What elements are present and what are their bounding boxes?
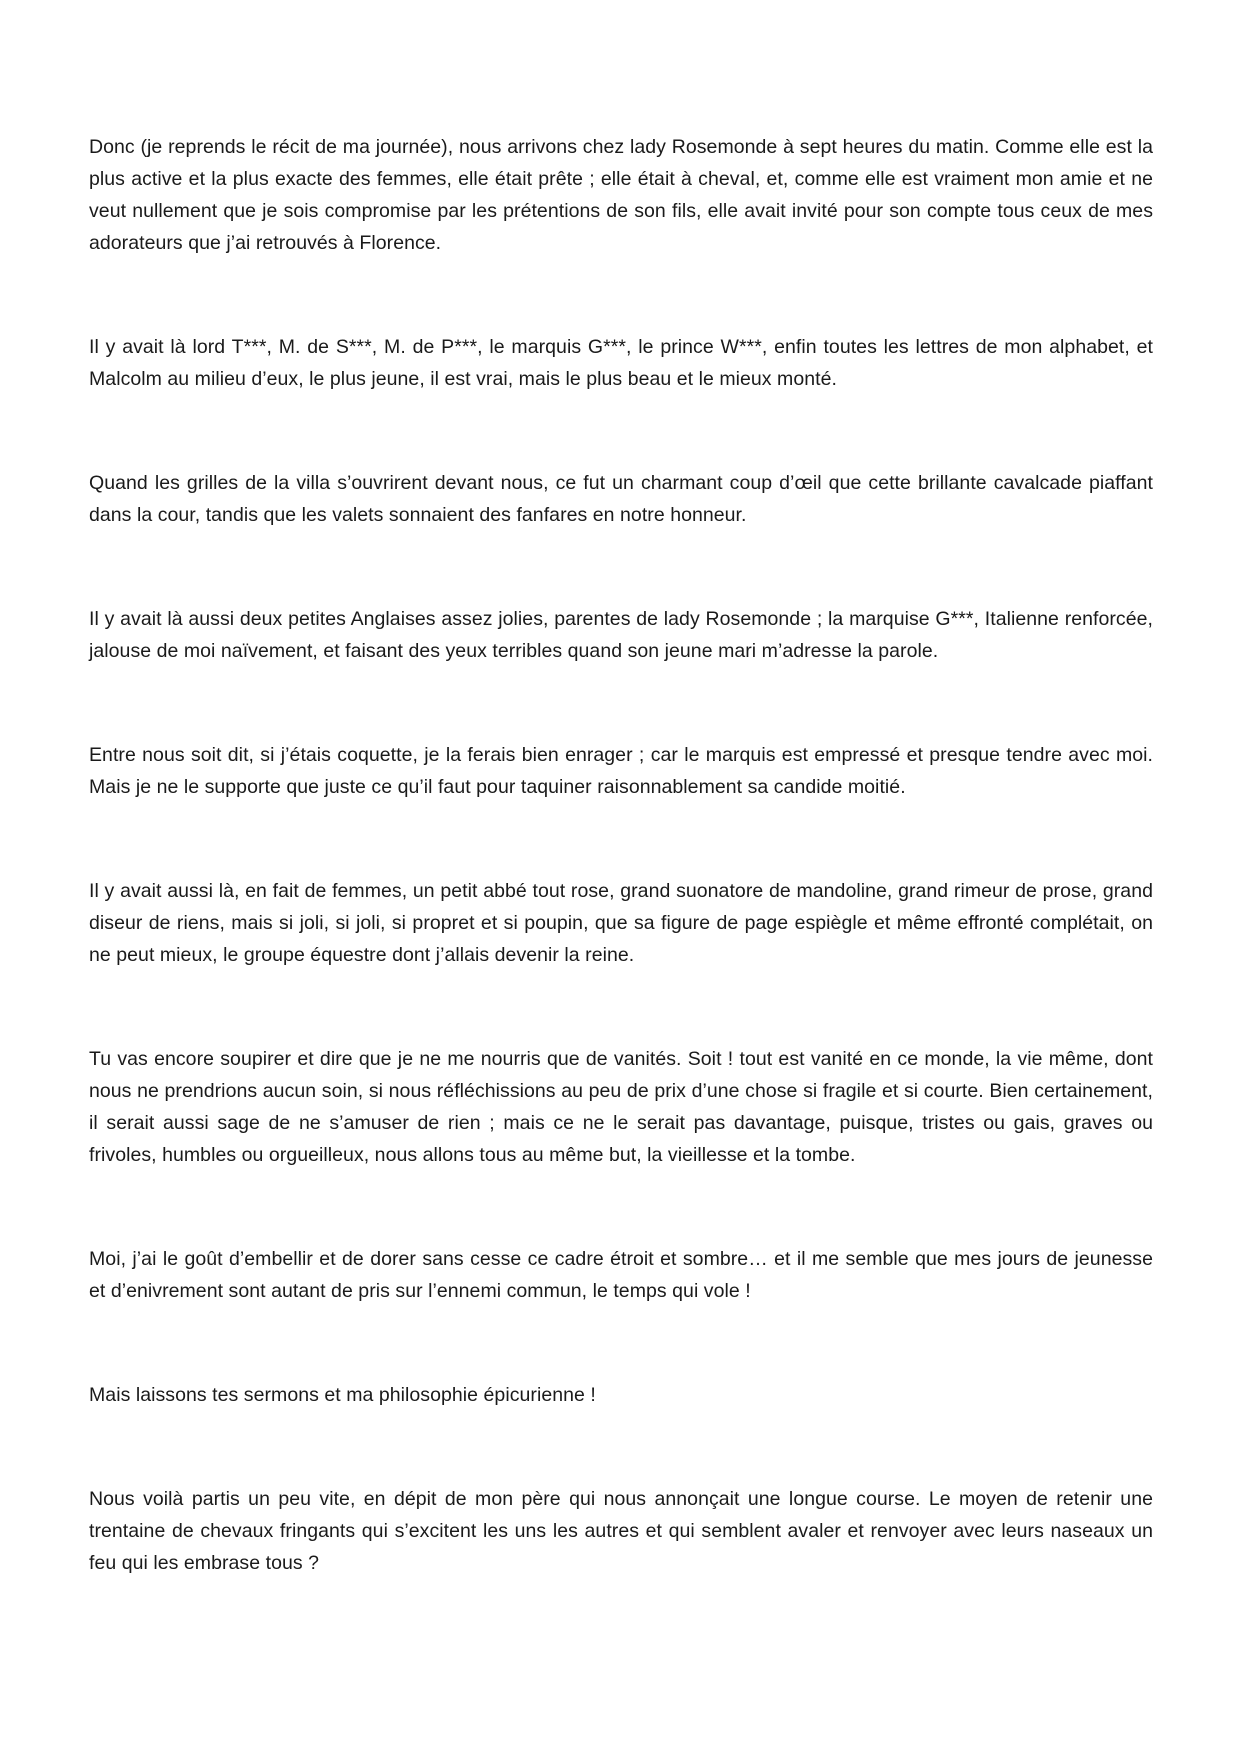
- paragraph: Il y avait aussi là, en fait de femmes, un petit abbé tout rose, grand suonatore de mandoline, grand rimeur de prose, grand diseur de riens, mais si joli, si joli, si propret et si poupin, que sa figure de page espiègle et même effronté complétait, on ne peut mieux, le groupe équestre dont j’allais devenir la reine.: [89, 880, 1153, 966]
- paragraph: Il y avait là lord T***, M. de S***, M. de P***, le marquis G***, le prince W***, enfin toutes les lettres de mon alphabet, et Malcolm au milieu d’eux, le plus jeune, il est vrai, mais le plus beau et le mieux monté.: [89, 336, 1153, 390]
- paragraph: Tu vas encore soupirer et dire que je ne me nourris que de vanités. Soit ! tout est vanité en ce monde, la vie même, dont nous ne prendrions aucun soin, si nous réfléchissions au peu de prix d’une chose si fragile et si courte. Bien certainement, il serait aussi sage de ne s’amuser de rien ; mais ce ne le serait pas davantage, puisque, tristes ou gais, graves ou frivoles, humbles ou orgueilleux, nous allons tous au même but, la vieillesse et la tombe.: [89, 1048, 1153, 1166]
- paragraph: Il y avait là aussi deux petites Anglaises assez jolies, parentes de lady Rosemonde ; la marquise G***, Italienne renforcée, jalouse de moi naïvement, et faisant des yeux terribles quand son jeune mari m’adresse la parole.: [89, 608, 1153, 662]
- paragraph: Donc (je reprends le récit de ma journée), nous arrivons chez lady Rosemonde à sept heures du matin. Comme elle est la plus active et la plus exacte des femmes, elle était prête ; elle était à cheval, et, comme elle est vraiment mon amie et ne veut nullement que je sois compromise par les prétentions de son fils, elle avait invité pour son compte tous ceux de mes adorateurs que j’ai retrouvés à Florence.: [89, 136, 1153, 254]
- paragraph: Moi, j’ai le goût d’embellir et de dorer sans cesse ce cadre étroit et sombre… et il me semble que mes jours de jeunesse et d’enivrement sont autant de pris sur l’ennemi commun, le temps qui vole !: [89, 1248, 1153, 1302]
- paragraph: Entre nous soit dit, si j’étais coquette, je la ferais bien enrager ; car le marquis est empressé et presque tendre avec moi. Mais je ne le supporte que juste ce qu’il faut pour taquiner raisonnablement sa candide moitié.: [89, 744, 1153, 798]
- paragraph: Mais laissons tes sermons et ma philosophie épicurienne !: [89, 1384, 596, 1406]
- paragraph: Nous voilà partis un peu vite, en dépit de mon père qui nous annonçait une longue course. Le moyen de retenir une trentaine de chevaux fringants qui s’excitent les uns les autres et qui semblent avaler et renvoyer avec leurs naseaux un feu qui les embrase tous ?: [89, 1488, 1153, 1574]
- paragraph: Quand les grilles de la villa s’ouvrirent devant nous, ce fut un charmant coup d’œil que cette brillante cavalcade piaffant dans la cour, tandis que les valets sonnaient des fanfares en notre honneur.: [89, 472, 1153, 526]
